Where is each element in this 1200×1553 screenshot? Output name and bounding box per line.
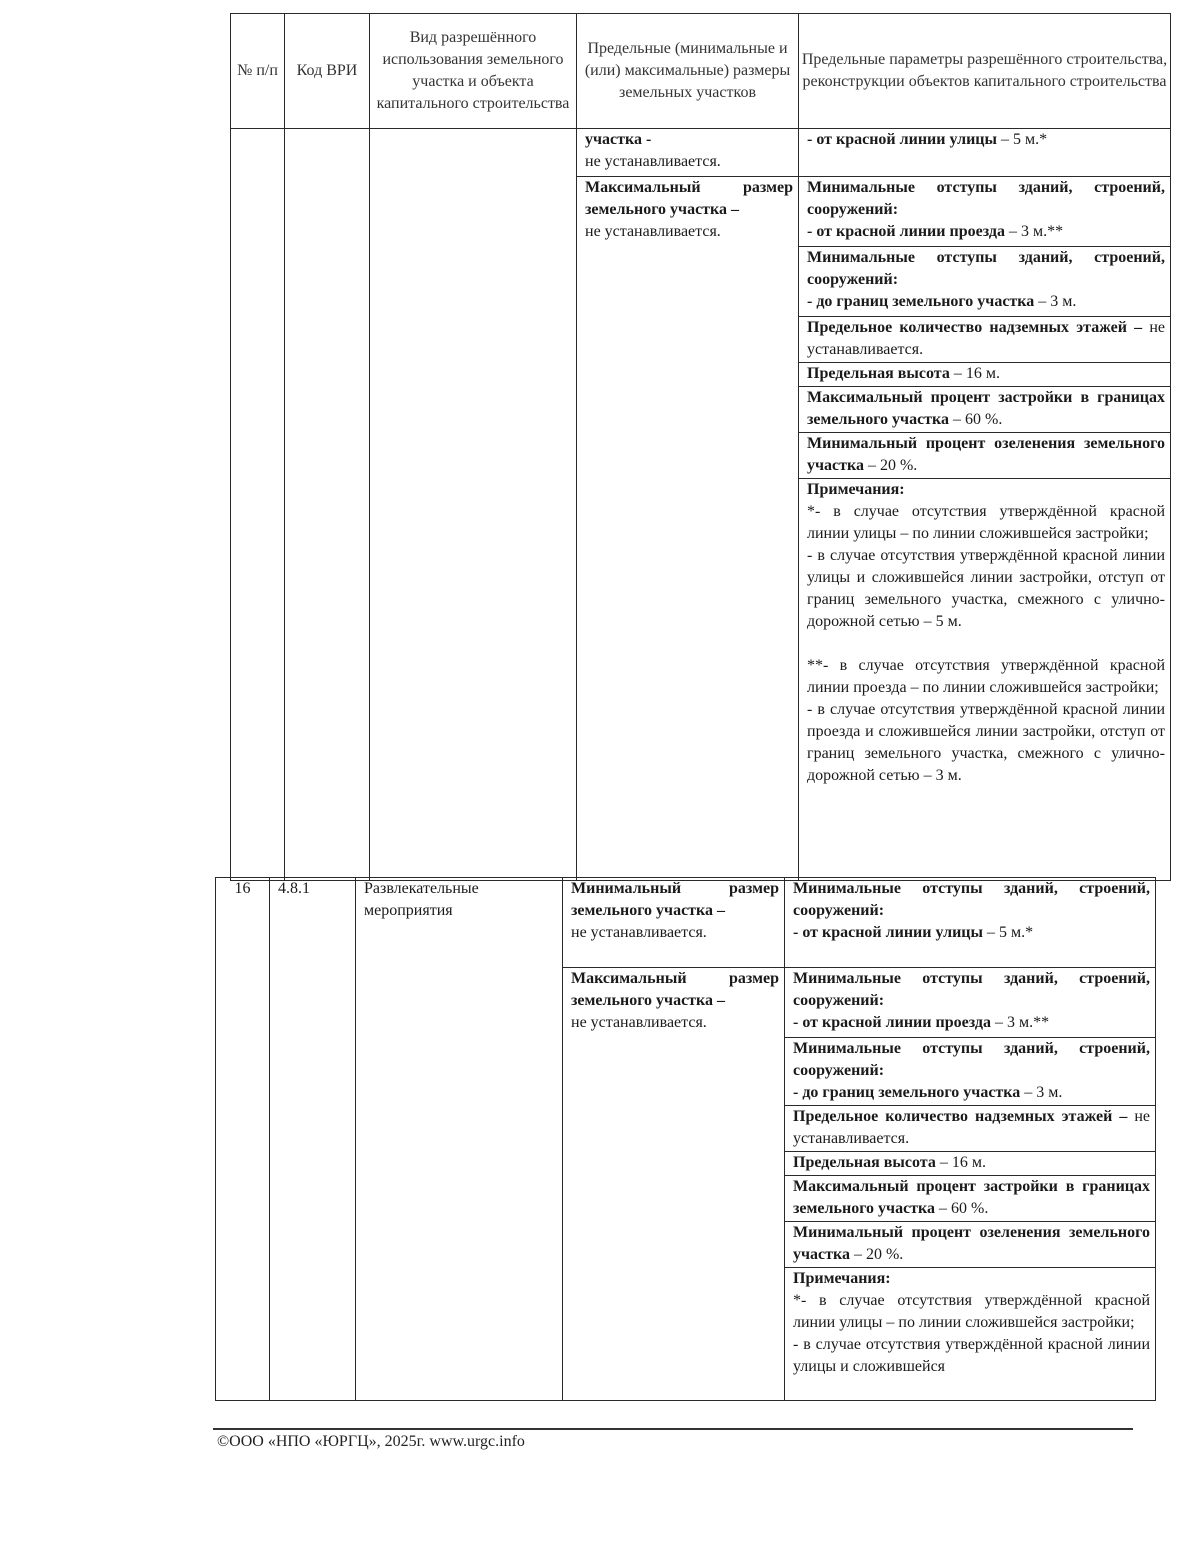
cell-code: 4.8.1 — [270, 878, 356, 1401]
param-floors: Предельное количество надземных этажей – не устанавливается. — [785, 1106, 1156, 1152]
header-build-params: Предельные параметры разрешённого строительства, реконструкции объектов капитального строительства — [799, 14, 1171, 129]
header-code: Код ВРИ — [285, 14, 370, 129]
param-red-line-passage: Минимальные отступы зданий, строений, сооружений: - от красной линии проезда – 3 м.** — [799, 177, 1171, 247]
param-green-percent: Минимальный процент озеленения земельного участка – 20 %. — [785, 1222, 1156, 1268]
note-text: *- в случае отсутствия утверждённой красной линии улицы – по линии сложившейся застройки; — [807, 503, 1165, 542]
param-build-percent: Максимальный процент застройки в границах земельного участка – 60 %. — [785, 1176, 1156, 1222]
footer-copyright: ©ООО «НПО «ЮРГЦ», 2025г. www.urgc.info — [217, 1433, 525, 1450]
note-text: - в случае отсутствия утверждённой красной линии проезда и сложившейся линии застройки, отступ от границ земельного участка, смежного с улично-дорожной сетью – 3 м. — [807, 701, 1165, 784]
param-build-percent: Максимальный процент застройки в границах земельного участка – 60 %. — [799, 387, 1171, 433]
param-plot-border: Минимальные отступы зданий, строений, сооружений: - до границ земельного участка – 3 м. — [785, 1038, 1156, 1106]
param-red-line-street: - от красной линии улицы – 5 м.* — [799, 129, 1171, 177]
table-header — [230, 13, 1171, 129]
notes-title: Примечания: — [793, 1270, 891, 1287]
header-num: № п/п — [231, 14, 285, 129]
footer-divider — [213, 1428, 1133, 1430]
cell-max-size: Максимальный размер земельного участка – не устанавливается. — [577, 177, 799, 881]
header-use-kind: Вид разрешённого использования земельного участка и объекта капитального строительства — [370, 14, 577, 129]
cell-num-cont — [231, 129, 285, 881]
cell-use-kind: Развлекательные мероприятия — [356, 878, 563, 1401]
notes-title: Примечания: — [807, 481, 905, 498]
param-green-percent: Минимальный процент озеленения земельного участка – 20 %. — [799, 433, 1171, 479]
header-plot-size: Предельные (минимальные и (или) максимальные) размеры земельных участков — [577, 14, 799, 129]
cell-max-size: Максимальный размер земельного участка – не устанавливается. — [563, 968, 785, 1401]
param-plot-border: Минимальные отступы зданий, строений, сооружений: - до границ земельного участка – 3 м. — [799, 247, 1171, 317]
param-height: Предельная высота – 16 м. — [785, 1152, 1156, 1176]
cell-num: 16 — [216, 878, 270, 1401]
notes-cell — [785, 1268, 1156, 1401]
param-red-line-passage: Минимальные отступы зданий, строений, сооружений: - от красной линии проезда – 3 м.** — [785, 968, 1156, 1038]
param-floors: Предельное количество надземных этажей – не устанавливается. — [799, 317, 1171, 363]
cell-code-cont — [285, 129, 370, 881]
param-red-line-street: Минимальные отступы зданий, строений, сооружений: - от красной линии улицы – 5 м.* — [785, 878, 1156, 968]
cell-use-cont — [370, 129, 577, 881]
cell-min-size: Минимальный размер земельного участка – не устанавливается. — [563, 878, 785, 968]
note-text: - в случае отсутствия утверждённой красной линии улицы и сложившейся линии застройки, отступ от границ земельного участка, смежного с улично-дорожной сетью – 5 м. — [807, 547, 1165, 630]
table-row-continued — [230, 128, 1171, 881]
table-row-16 — [215, 877, 1156, 1401]
cell-min-size-cont: участка - не устанавливается. — [577, 129, 799, 177]
param-height: Предельная высота – 16 м. — [799, 363, 1171, 387]
notes-cell — [799, 479, 1171, 881]
note-text: **- в случае отсутствия утверждённой красной линии проезда – по линии сложившейся застройки; — [807, 657, 1165, 696]
note-text: - в случае отсутствия утверждённой красной линии улицы и сложившейся — [793, 1336, 1150, 1375]
note-text: *- в случае отсутствия утверждённой красной линии улицы – по линии сложившейся застройки; — [793, 1292, 1150, 1331]
